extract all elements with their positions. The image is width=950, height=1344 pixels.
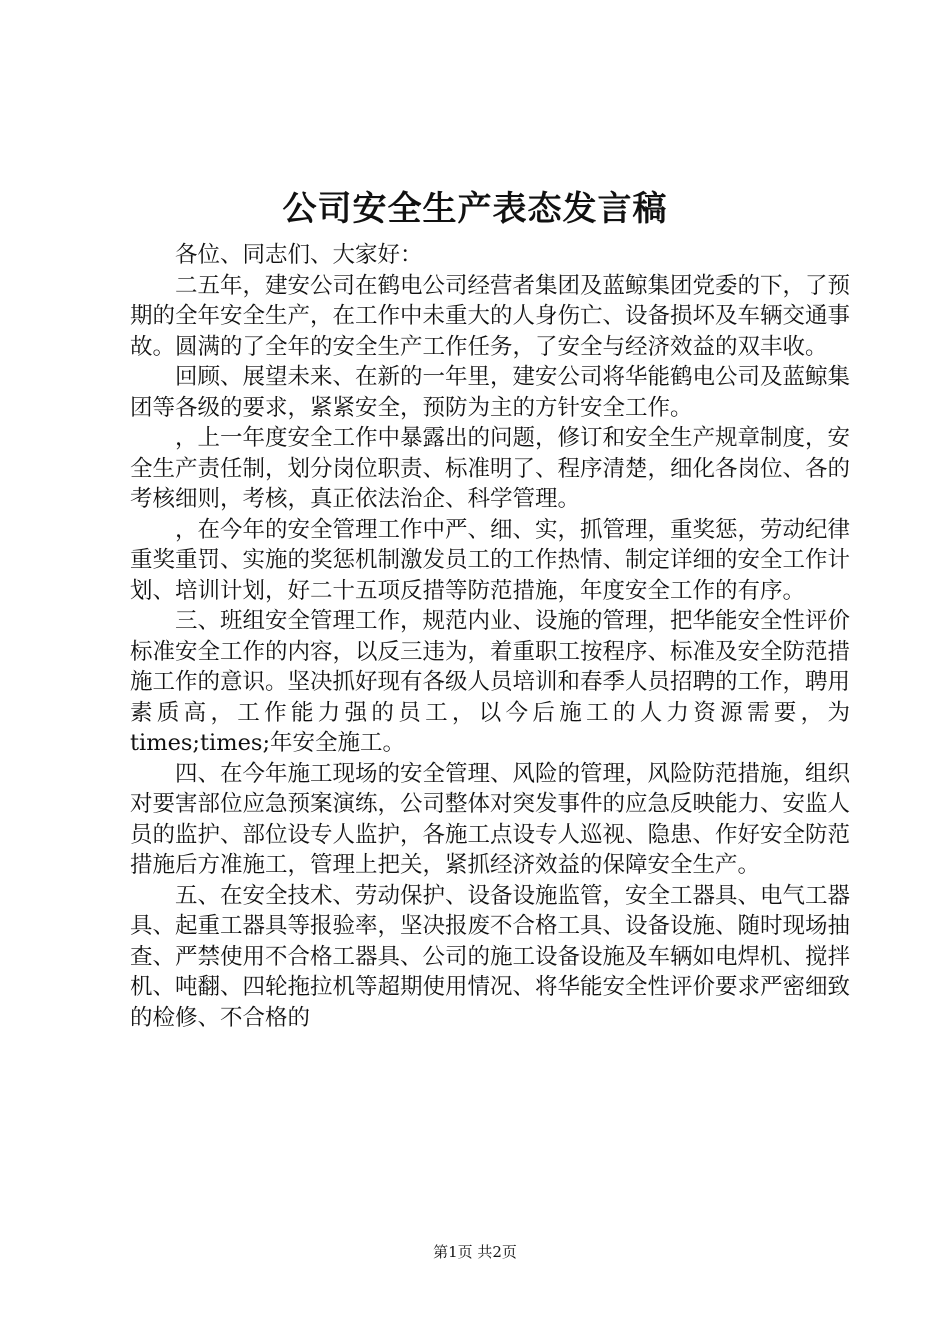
document-body [130, 240, 850, 1033]
body-paragraph: 五、在安全技术、劳动保护、设备设施监管，安全工器具、电气工器具、起重工器具等报验率，坚决报废不合格工具、设备设施、随时现场抽查、严禁使用不合格工器具、公司的施工设备设施及车辆如电焊机、搅拌机、吨翻、四轮拖拉机等超期使用情况、将华能安全性评价要求严密细致的检修、不合格的 [130, 882, 851, 1031]
greeting-paragraph: 各位、同志们、大家好： [175, 242, 423, 268]
body-paragraph: ，上一年度安全工作中暴露出的问题，修订和安全生产规章制度，安全生产责任制，划分岗位职责、标准明了、程序清楚，细化各岗位、各的考核细则，考核，真正依法治企、科学管理。 [130, 425, 851, 512]
body-paragraph: 二五年，建安公司在鹤电公司经营者集团及蓝鲸集团党委的下，了预期的全年安全生产，在工作中未重大的人身伤亡、设备损坏及车辆交通事故。圆满的了全年的安全生产工作任务，了安全与经济效益的双丰收。 [130, 272, 851, 360]
page-title: 公司安全生产表态发言稿 [282, 189, 668, 229]
body-paragraph: 三、班组安全管理工作，规范内业、设施的管理，把华能安全性评价标准安全工作的内容，以反三违为，着重职工按程序、标准及安全防范措施工作的意识。坚决抓好现有各级人员培训和春季人员招聘的工作，聘用素质高，工作能力强的员工，以今后施工的人力资源需要，为times;times;年安全施工。 [130, 608, 851, 756]
body-paragraph: ，在今年的安全管理工作中严、细、实，抓管理，重奖惩，劳动纪律重奖重罚、实施的奖惩机制激发员工的工作热情、制定详细的安全工作计划、培训计划，好二十五项反措等防范措施，年度安全工作的有序。 [130, 516, 851, 604]
body-paragraph: 四、在今年施工现场的安全管理、风险的管理，风险防范措施，组织对要害部位应急预案演练，公司整体对突发事件的应急反映能力、安监人员的监护、部位设专人监护，各施工点设专人巡视、隐患、作好安全防范措施后方准施工，管理上把关，紧抓经济效益的保障安全生产。 [130, 760, 851, 878]
body-paragraph: 回顾、展望未来、在新的一年里，建安公司将华能鹤电公司及蓝鲸集团等各级的要求，紧紧安全，预防为主的方针安全工作。 [130, 364, 851, 421]
page-number-footer: 第1页 共2页 [433, 1243, 517, 1261]
